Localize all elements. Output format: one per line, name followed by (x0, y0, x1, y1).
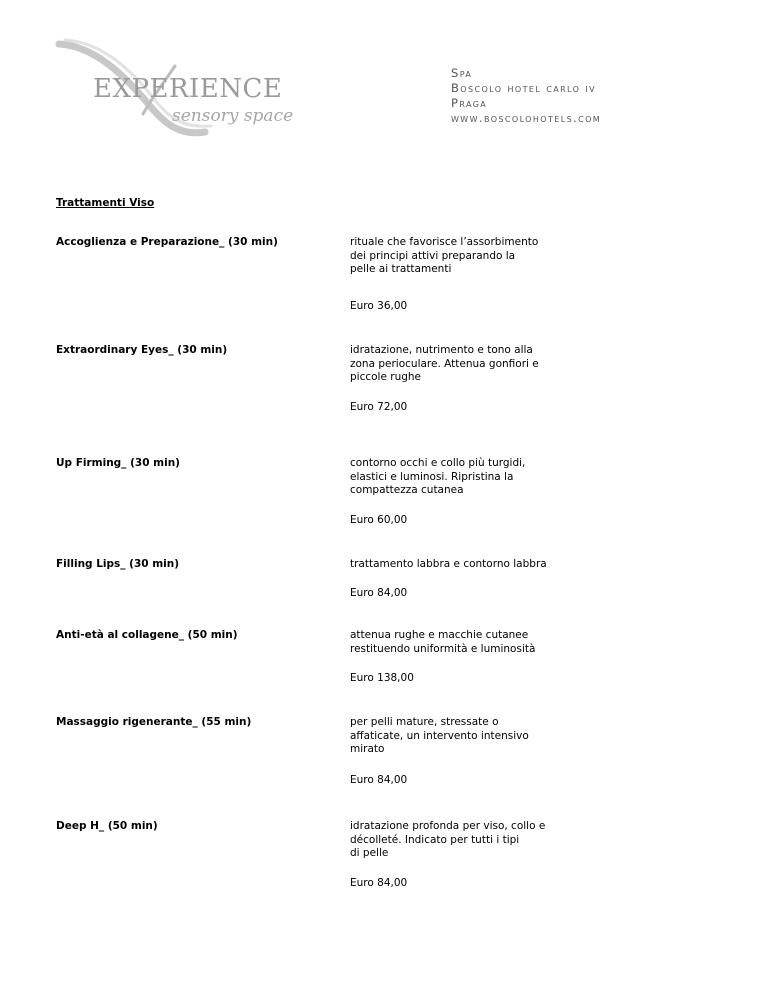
treatment-description: attenua rughe e macchie cutanee restituendo uniformità e luminosità (350, 629, 536, 655)
logo-wordmark: EXPERIENCE (93, 74, 283, 104)
treatment-price: Euro 84,00 (350, 774, 408, 786)
treatment-description: contorno occhi e collo più turgidi, elastici e luminosi. Ripristina la compattezza cutanea (350, 457, 526, 496)
treatment-description: trattamento labbra e contorno labbra (350, 558, 547, 570)
treatment-price: Euro 60,00 (350, 514, 408, 526)
treatment-price: Euro 138,00 (350, 672, 414, 684)
section-title: Trattamenti Viso (56, 197, 155, 209)
treatment-description: idratazione, nutrimento e tono alla zona perioculare. Attenua gonfiori e piccole rughe (350, 344, 539, 383)
treatment-price: Euro 36,00 (350, 300, 408, 312)
experience-logo (55, 36, 295, 146)
treatment-name: Massaggio rigenerante_ (55 min) (56, 716, 252, 728)
treatment-description: idratazione profonda per viso, collo e décolleté. Indicato per tutti i tipi di pelle (350, 820, 546, 859)
treatment-price: Euro 84,00 (350, 877, 408, 889)
logo-tagline: sensory space (172, 106, 294, 126)
hotel-info (451, 66, 601, 126)
treatment-name: Deep H_ (50 min) (56, 820, 158, 832)
treatment-description: rituale che favorisce l’assorbimento dei principi attivi preparando la pelle ai trattamenti (350, 236, 539, 275)
treatment-name: Filling Lips_ (30 min) (56, 558, 180, 570)
treatment-name: Extraordinary Eyes_ (30 min) (56, 344, 228, 356)
treatment-name: Up Firming_ (30 min) (56, 457, 180, 469)
treatment-price: Euro 84,00 (350, 587, 408, 599)
treatment-description: per pelli mature, stressate o affaticate, un intervento intensivo mirato (350, 716, 529, 755)
treatment-name: Accoglienza e Preparazione_ (30 min) (56, 236, 278, 248)
treatment-price: Euro 72,00 (350, 401, 408, 413)
hotel-info-hotel: Boscolo hotel carlo iv (451, 81, 597, 95)
hotel-info-city: Praga (451, 96, 488, 110)
hotel-info-spa: Spa (451, 66, 473, 80)
hotel-info-website: www.boscolohotels.com (451, 111, 602, 125)
treatment-name: Anti-età al collagene_ (50 min) (56, 629, 238, 641)
